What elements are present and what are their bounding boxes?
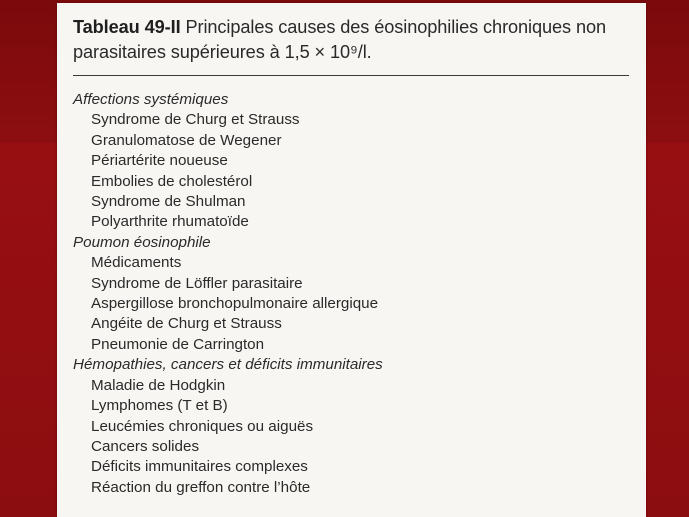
list-item: Médicaments (91, 254, 182, 272)
list-item: Leucémies chroniques ou aiguës (91, 417, 314, 435)
list-item: Lymphomes (T et B) (91, 397, 228, 415)
list-item: Périartérite noueuse (91, 152, 228, 170)
list-item: Réaction du greffon contre l’hôte (91, 478, 311, 496)
title-divider (73, 75, 629, 76)
table-body (73, 90, 638, 498)
section-heading: Affections systémiques (73, 91, 229, 108)
list-item: Cancers solides (91, 437, 200, 455)
list-item: Embolies de cholestérol (91, 172, 253, 190)
list-item: Polyarthrite rhumatoïde (91, 213, 249, 231)
list-item: Aspergillose bronchopulmonaire allergique (91, 295, 379, 313)
list-item: Maladie de Hodgkin (91, 376, 226, 394)
table-label: Tableau 49-II (73, 17, 181, 37)
list-item: Syndrome de Löffler parasitaire (91, 274, 303, 292)
section-poumon-eosinophile (73, 233, 638, 355)
section-hemopathies (73, 355, 638, 498)
table-caption: Principales causes des éosinophilies chroniques non parasitaires supérieures à 1,5 × 10⁹/l. (73, 17, 607, 62)
section-heading: Hémopathies, cancers et déficits immunitaires (73, 356, 383, 374)
section-affections-systemiques (73, 90, 638, 233)
scanned-table-page (57, 3, 646, 517)
list-item: Granulomatose de Wegener (91, 131, 282, 149)
list-item: Déficits immunitaires complexes (91, 458, 308, 476)
list-item: Syndrome de Churg et Strauss (91, 111, 300, 129)
list-item: Syndrome de Shulman (91, 193, 246, 211)
table-title (73, 15, 638, 65)
section-heading: Poumon éosinophile (73, 233, 211, 251)
list-item: Angéite de Churg et Strauss (91, 315, 282, 333)
list-item: Pneumonie de Carrington (91, 335, 265, 353)
